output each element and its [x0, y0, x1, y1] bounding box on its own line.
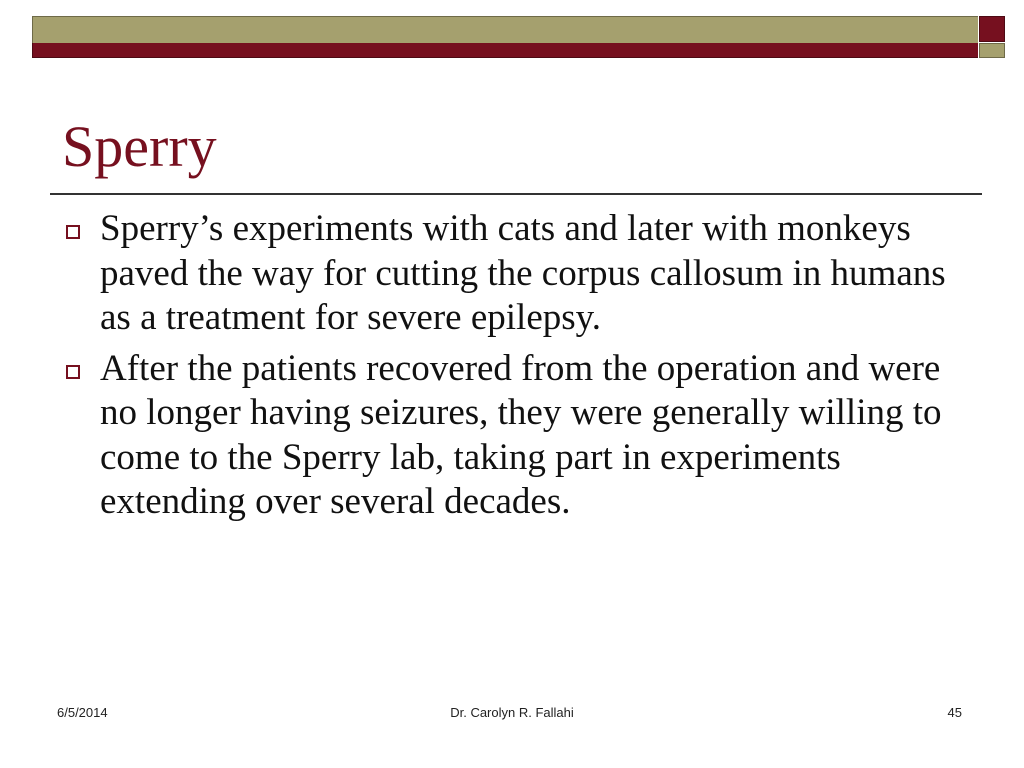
header-square-olive — [979, 43, 1005, 58]
header-band-red — [32, 43, 978, 58]
footer-page-number: 45 — [947, 705, 962, 720]
hollow-square-bullet-icon — [66, 225, 80, 239]
footer-author: Dr. Carolyn R. Fallahi — [450, 705, 574, 720]
hollow-square-bullet-icon — [66, 365, 80, 379]
bullet-item — [62, 347, 972, 525]
header-square-red — [979, 16, 1005, 42]
bullet-item — [62, 207, 972, 341]
slide-title: Sperry — [62, 114, 217, 179]
footer-date: 6/5/2014 — [57, 705, 108, 720]
header-band-olive — [32, 16, 978, 43]
bullet-text: After the patients recovered from the operation and were no longer having seizures, they were generally willing to come to the Sperry lab, taking part in experiments extending over several decades. — [100, 347, 942, 522]
bullet-list — [62, 207, 972, 531]
title-divider — [50, 193, 982, 195]
bullet-text: Sperry’s experiments with cats and later with monkeys paved the way for cutting the corpus callosum in humans as a treatment for severe epilepsy. — [100, 208, 946, 338]
